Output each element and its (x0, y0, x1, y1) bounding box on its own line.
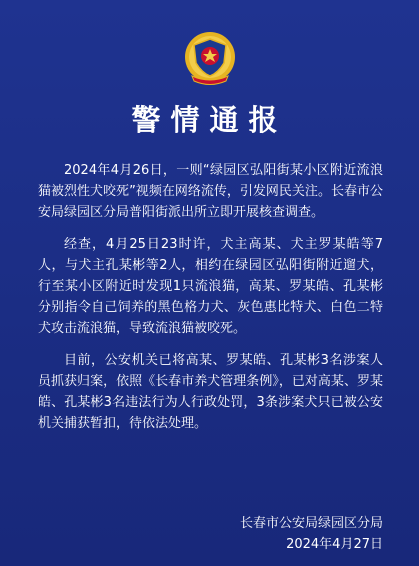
bulletin-body (38, 160, 383, 445)
signature-date: 2024年4月27日 (286, 537, 383, 552)
paragraph-3: 目前，公安机关已将高某、罗某皓、孔某彬3名涉案人员抓获归案，依照《长春市养犬管理条例》，已对高某、罗某皓、孔某彬3名违法行为人行政处罚，3条涉案犬只已被公安机关捕获暂扣，待依法处理。 (38, 353, 383, 431)
page-title: 警情通报 (131, 103, 288, 137)
signature-block (240, 513, 383, 555)
paragraph-2: 经查，4月25日23时许，犬主高某、犬主罗某皓等7人，与犬主孔某彬等2人，相约在绿园区弘阳街附近遛犬，行至某小区附近时发现1只流浪猫，高某、罗某皓、孔某彬分别指令自己饲养的黑色格力犬、灰色惠比特犬、白色二特犬攻击流浪猫，导致流浪猫被咬死。 (38, 237, 383, 336)
police-emblem-icon (180, 30, 240, 88)
signature-org: 长春市公安局绿园区分局 (239, 516, 383, 531)
paragraph-1: 2024年4月26日，一则“绿园区弘阳街某小区附近流浪猫被烈性犬咬死”视频在网络流传，引发网民关注。长春市公安局绿园区分局普阳街派出所立即开展核查调查。 (38, 163, 383, 220)
